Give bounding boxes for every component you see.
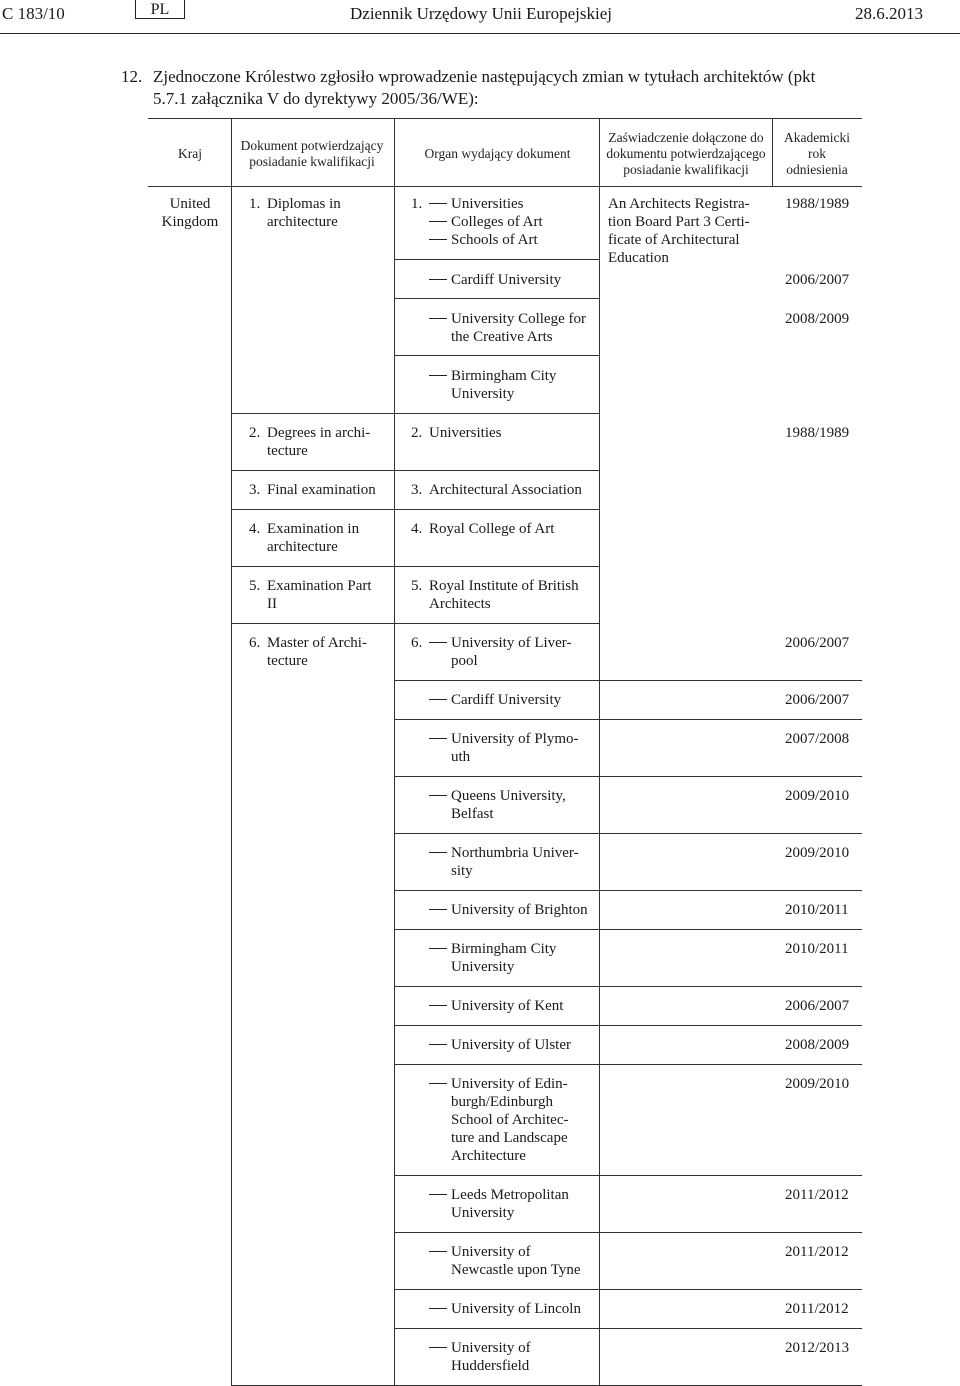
- organ-text-block: [429, 787, 566, 823]
- dash-mark: [429, 852, 447, 853]
- organ-number: 5.: [411, 578, 423, 594]
- organ-line: [429, 1075, 568, 1093]
- certificate-line: tion Board Part 3 Certi-: [608, 214, 750, 230]
- rule-row: [394, 1025, 862, 1026]
- header-rok: [772, 130, 862, 178]
- dash-mark: [429, 1005, 447, 1006]
- organ-text: Birmingham City: [451, 941, 557, 957]
- organ-number: 3.: [411, 482, 423, 498]
- dash-mark: [429, 1083, 447, 1084]
- dash-mark: [429, 909, 447, 910]
- year-cell: 2011/2012: [785, 1301, 849, 1317]
- organ-line: [429, 1357, 531, 1375]
- diploma-item: [249, 577, 372, 612]
- organ-line: [429, 1147, 568, 1165]
- diploma-number: 1.: [249, 196, 261, 212]
- organ-number: 1.: [411, 196, 423, 212]
- dash-mark: [429, 375, 447, 376]
- organ-text-block: [429, 481, 582, 499]
- header-rok-line: rok: [808, 146, 826, 161]
- diploma-line: Master of Archi-: [267, 635, 367, 651]
- diploma-text: [267, 634, 367, 670]
- rule-top: [148, 118, 862, 119]
- organ-number: 4.: [411, 521, 423, 537]
- organ-text-block: [429, 1243, 580, 1279]
- organ-line: [429, 1204, 569, 1222]
- rule-col-3: [599, 118, 600, 1386]
- country-line: United: [169, 196, 211, 212]
- organ-item: [411, 634, 572, 669]
- rule-row: [394, 1175, 862, 1176]
- year-cell: 1988/1989: [785, 196, 850, 212]
- country-line: Kingdom: [161, 214, 219, 230]
- organ-text-block: [429, 1036, 571, 1054]
- header-kraj: Kraj: [178, 146, 202, 161]
- organ-line: [429, 595, 579, 613]
- organ-text: ture and Landscape: [451, 1130, 568, 1146]
- dash-mark: [429, 795, 447, 796]
- organ-text-block: [429, 424, 502, 442]
- organ-text-block: [429, 577, 579, 613]
- certificate-line: ficate of Architectural: [608, 232, 740, 248]
- organ-item: [411, 520, 555, 538]
- organ-text: University of Kent: [451, 998, 564, 1014]
- organ-text: University College for: [451, 311, 586, 327]
- rule-row: [231, 470, 599, 471]
- rule-row: [231, 509, 599, 510]
- header-organ: Organ wydający dokument: [424, 146, 571, 161]
- organ-text: Royal College of Art: [429, 521, 555, 537]
- diploma-text: [267, 520, 359, 556]
- paragraph-number: 12.: [121, 67, 143, 86]
- year-cell: 2006/2007: [785, 692, 850, 708]
- organ-line: [429, 730, 579, 748]
- rule-row: [231, 413, 599, 414]
- diploma-line: architecture: [267, 214, 338, 230]
- rule-row: [394, 680, 862, 681]
- organ-text-block: [429, 310, 586, 346]
- dash-mark: [429, 221, 447, 222]
- intro-line-1: Zjednoczone Królestwo zgłosiło wprowadzenie następujących zmian w tytułach architektów (pkt: [153, 67, 816, 86]
- rule-header-bottom: [148, 186, 862, 187]
- year-cell: 2006/2007: [785, 998, 850, 1014]
- organ-line: [429, 652, 572, 670]
- organ-line: [429, 213, 543, 231]
- dash-mark: [429, 738, 447, 739]
- organ-line: [429, 691, 561, 709]
- organ-item: [411, 481, 582, 499]
- rule-row: [394, 1232, 862, 1233]
- organ-line: [429, 787, 566, 805]
- organ-list: [429, 195, 543, 249]
- rule-row: [394, 833, 862, 834]
- organ-number: 6.: [411, 635, 423, 651]
- organ-text: University: [451, 386, 515, 402]
- rule-col-1: [231, 118, 232, 1386]
- year-cell: 2010/2011: [785, 902, 849, 918]
- dash-mark: [429, 1044, 447, 1045]
- organ-text-block: [429, 1339, 531, 1375]
- journal-title: Dziennik Urzędowy Unii Europejskiej: [350, 4, 613, 23]
- organ-line: [429, 940, 556, 958]
- year-cell: 2009/2010: [785, 1076, 850, 1092]
- rule-row: [394, 1289, 862, 1290]
- diploma-line: tecture: [267, 443, 308, 459]
- rule-row: [394, 776, 862, 777]
- dash-mark: [429, 948, 447, 949]
- header-rok-line: Akademicki: [784, 130, 850, 145]
- organ-text-block: [429, 940, 556, 976]
- organ-text: University: [451, 1205, 515, 1221]
- organ-line: [429, 1093, 568, 1111]
- organ-line: [429, 805, 566, 823]
- organ-line: [429, 1300, 581, 1318]
- rule-row: [394, 719, 862, 720]
- year-cell: 2006/2007: [785, 272, 850, 288]
- organ-text-block: [429, 730, 579, 766]
- organ-text: University of Ulster: [451, 1037, 571, 1053]
- diploma-item: [249, 634, 367, 669]
- organ-text: Universities: [429, 425, 502, 441]
- header-rule: [0, 33, 960, 34]
- rule-row: [231, 623, 599, 624]
- publication-date: 28.6.2013: [855, 4, 923, 23]
- diploma-line: tecture: [267, 653, 308, 669]
- organ-text-block: [429, 520, 554, 538]
- rule-row: [394, 1064, 862, 1065]
- organ-line: [429, 310, 586, 328]
- year-cell: 2008/2009: [785, 1037, 850, 1053]
- organ-line: [429, 520, 554, 538]
- organ-line: [429, 1261, 580, 1279]
- organ-line: [429, 1129, 568, 1147]
- organ-text: University of Brighton: [451, 902, 588, 918]
- organ-item: [411, 424, 502, 442]
- dash-mark: [429, 699, 447, 700]
- organ-text-block: [429, 997, 563, 1015]
- organ-text: University of Plymo-: [451, 731, 579, 747]
- header-zaswiadczenie-line: posiadanie kwalifikacji: [623, 162, 749, 177]
- organ-line: [429, 958, 556, 976]
- organ-text: University of: [451, 1244, 531, 1260]
- rule-row: [394, 929, 862, 930]
- dash-mark: [429, 318, 447, 319]
- dash-mark: [429, 279, 447, 280]
- organ-text: University of Lincoln: [451, 1301, 581, 1317]
- organ-number: 2.: [411, 425, 423, 441]
- diploma-item: [249, 424, 371, 459]
- organ-text: University of Edin-: [451, 1076, 568, 1092]
- diploma-number: 6.: [249, 635, 261, 651]
- header-dokument-line: Dokument potwierdzający: [240, 138, 384, 153]
- header-zaswiadczenie: [600, 130, 772, 178]
- dash-mark: [429, 1194, 447, 1195]
- organ-line: [429, 367, 556, 385]
- header-dokument-line: posiadanie kwalifikacji: [249, 154, 375, 169]
- organ-text: Architectural Association: [429, 482, 582, 498]
- organ-item: [411, 577, 579, 612]
- organ-text: Newcastle upon Tyne: [451, 1262, 581, 1278]
- organ-text: Architects: [429, 596, 491, 612]
- diploma-line: Final examination: [267, 482, 376, 498]
- rule-row: [394, 298, 599, 299]
- diploma-line: Diplomas in: [267, 196, 341, 212]
- organ-line: [429, 1339, 531, 1357]
- organ-text: Belfast: [451, 806, 494, 822]
- rule-row: [394, 890, 862, 891]
- rule-col-2: [394, 118, 395, 1386]
- organ-line: [429, 1243, 580, 1261]
- organ-line: [429, 997, 563, 1015]
- year-cell: 2006/2007: [785, 635, 850, 651]
- diploma-line: Examination in: [267, 521, 360, 537]
- dash-mark: [429, 1347, 447, 1348]
- organ-line: [429, 195, 543, 213]
- certificate-line: Education: [608, 250, 669, 266]
- rule-row: [231, 566, 599, 567]
- organ-line: [429, 1186, 569, 1204]
- organ-text: burgh/Edinburgh: [451, 1094, 553, 1110]
- organ-text: Cardiff University: [451, 272, 562, 288]
- header-zaswiadczenie-line: Zaświadczenie dołączone do: [608, 130, 764, 145]
- organ-text: School of Architec-: [451, 1112, 569, 1128]
- organ-line: [429, 634, 572, 652]
- dash-mark: [429, 1251, 447, 1252]
- organ-text: Architecture: [451, 1148, 526, 1164]
- organ-text: Birmingham City: [451, 368, 557, 384]
- diploma-number: 4.: [249, 521, 261, 537]
- rule-row: [394, 986, 862, 987]
- diploma-number: 2.: [249, 425, 261, 441]
- organ-text: Huddersfield: [451, 1358, 530, 1374]
- organ-line: [429, 577, 579, 595]
- certificate-cell: [608, 195, 750, 267]
- year-cell: 2009/2010: [785, 788, 850, 804]
- dash-mark: [429, 203, 447, 204]
- organ-text-block: [429, 1075, 568, 1165]
- language-badge: PL: [135, 0, 185, 19]
- organ-text: University: [451, 959, 515, 975]
- organ-line: [429, 1111, 568, 1129]
- organ-line: [429, 481, 582, 499]
- diploma-number: 5.: [249, 578, 261, 594]
- year-cell: 2008/2009: [785, 311, 850, 327]
- diploma-item: [249, 520, 360, 555]
- organ-text-block: [429, 844, 579, 880]
- year-cell: 2011/2012: [785, 1187, 849, 1203]
- organ-line: [429, 424, 502, 442]
- dash-mark: [429, 1308, 447, 1309]
- diploma-text: [267, 577, 372, 613]
- organ-text: pool: [451, 653, 478, 669]
- organ-text-block: [429, 367, 556, 403]
- page-reference: C 183/10: [2, 4, 65, 23]
- year-cell: 2009/2010: [785, 845, 850, 861]
- organ-text-block: [429, 691, 561, 709]
- rule-col-4: [772, 118, 773, 186]
- page-header: [0, 0, 960, 36]
- header-zaswiadczenie-line: dokumentu potwierdzającego: [606, 146, 766, 161]
- organ-text: Schools of Art: [451, 232, 538, 248]
- organ-line: [429, 231, 543, 249]
- country-cell: [150, 195, 230, 231]
- diploma-text: [267, 424, 370, 460]
- organ-text: uth: [451, 749, 471, 765]
- organ-text: Universities: [451, 196, 524, 212]
- diploma-text: [267, 195, 341, 231]
- organ-text-block: [429, 1300, 581, 1318]
- organ-text: Colleges of Art: [451, 214, 543, 230]
- organ-text: the Creative Arts: [451, 329, 553, 345]
- diploma-line: architecture: [267, 539, 338, 555]
- diploma-item: [249, 481, 376, 499]
- diploma-line: Degrees in archi-: [267, 425, 371, 441]
- rule-row: [394, 1328, 862, 1329]
- organ-line: [429, 271, 561, 289]
- diploma-item: [249, 195, 341, 230]
- organ-text: Royal Institute of British: [429, 578, 579, 594]
- dash-mark: [429, 239, 447, 240]
- organ-line: [429, 328, 586, 346]
- organ-text: Cardiff University: [451, 692, 562, 708]
- organ-text: sity: [451, 863, 473, 879]
- year-cell: 2012/2013: [785, 1340, 850, 1356]
- organ-text: Leeds Metropolitan: [451, 1187, 569, 1203]
- dash-mark: [429, 642, 447, 643]
- header-rok-line: odniesienia: [786, 162, 848, 177]
- diploma-line: Examination Part: [267, 578, 372, 594]
- year-cell: 2007/2008: [785, 731, 850, 747]
- organ-item-first: [411, 195, 543, 248]
- year-cell: 1988/1989: [785, 425, 850, 441]
- certificate-line: An Architects Registra-: [608, 196, 750, 212]
- organ-text-block: [429, 901, 588, 919]
- organ-line: [429, 901, 588, 919]
- diploma-number: 3.: [249, 482, 261, 498]
- organ-text-block: [429, 271, 561, 289]
- organ-line: [429, 844, 579, 862]
- organ-text-block: [429, 634, 572, 670]
- year-cell: 2011/2012: [785, 1244, 849, 1260]
- organ-line: [429, 748, 579, 766]
- diploma-text: [267, 481, 376, 499]
- intro-line-2: 5.7.1 załącznika V do dyrektywy 2005/36/WE):: [153, 89, 479, 108]
- rule-row: [394, 259, 599, 260]
- rule-row: [394, 355, 599, 356]
- organ-text: University of Liver-: [451, 635, 572, 651]
- organ-text-block: [429, 1186, 569, 1222]
- header-dokument: [232, 138, 392, 170]
- diploma-line: II: [267, 596, 277, 612]
- organ-text: Northumbria Univer-: [451, 845, 579, 861]
- year-cell: 2010/2011: [785, 941, 849, 957]
- organ-line: [429, 1036, 571, 1054]
- organ-line: [429, 385, 556, 403]
- organ-line: [429, 862, 579, 880]
- organ-text: Queens University,: [451, 788, 566, 804]
- organ-text: University of: [451, 1340, 531, 1356]
